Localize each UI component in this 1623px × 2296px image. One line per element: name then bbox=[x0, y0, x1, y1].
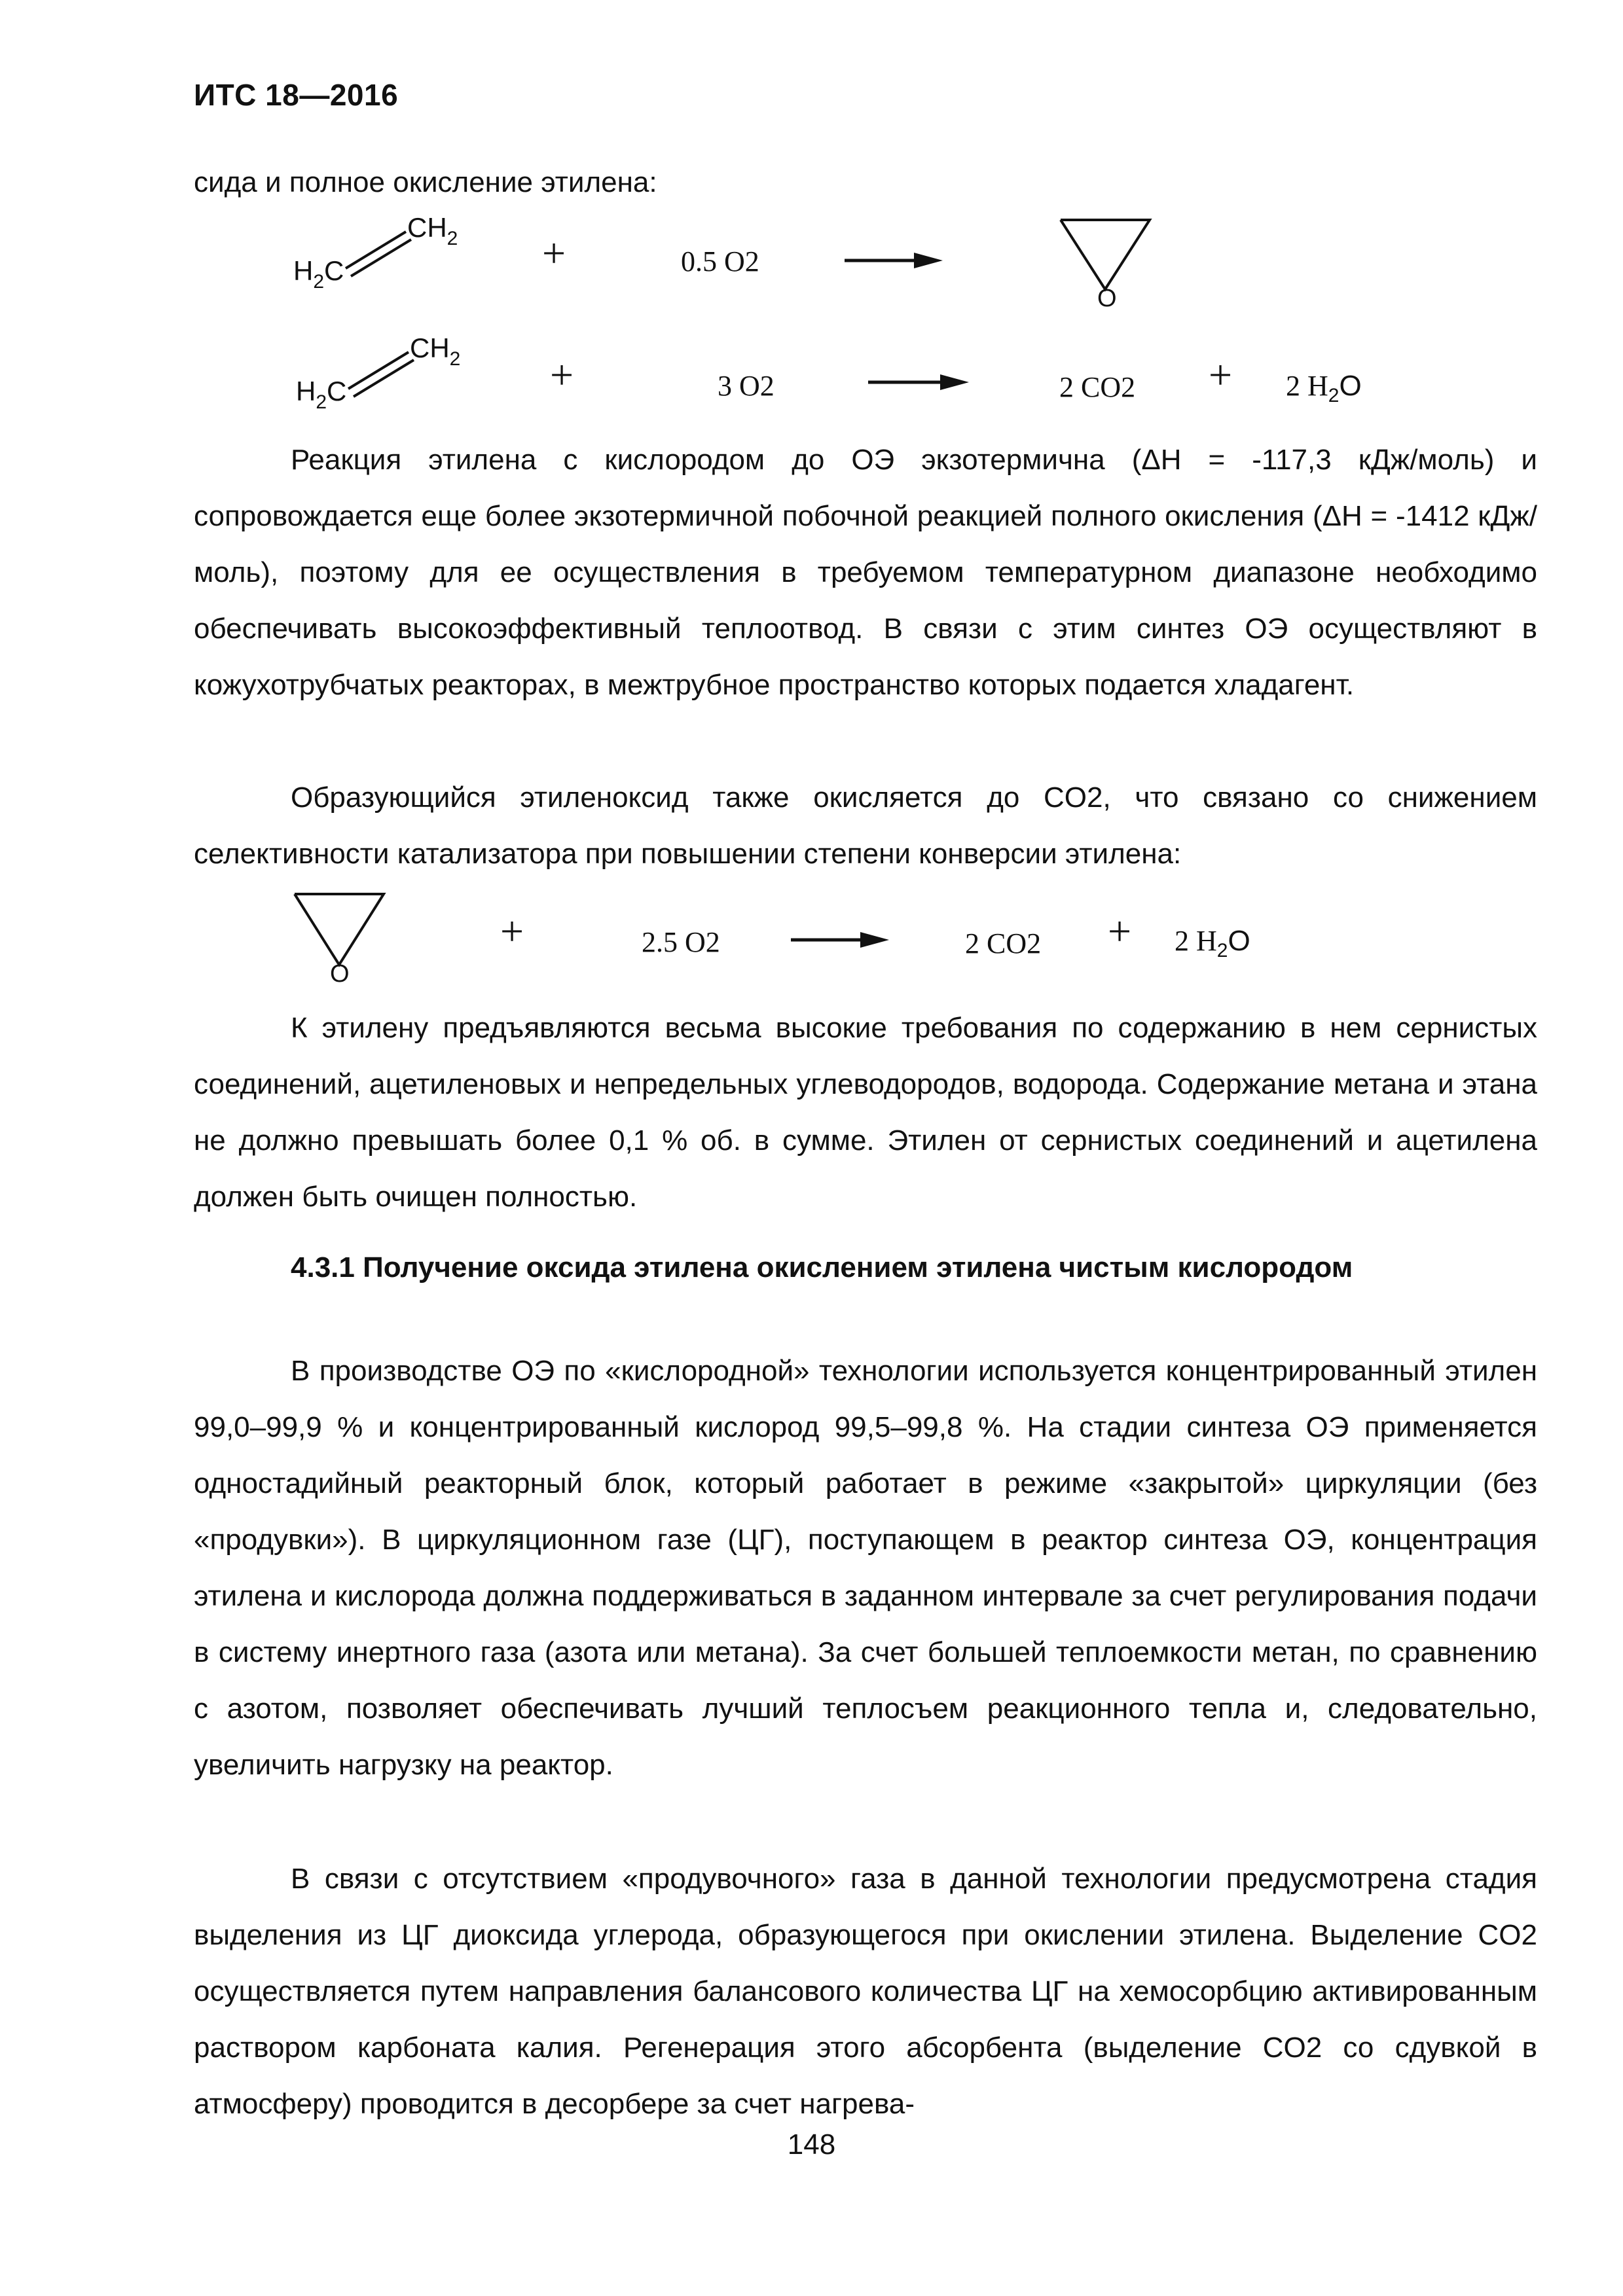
ethylene-structure bbox=[293, 212, 458, 293]
reaction-ethylene-to-epoxide bbox=[0, 208, 1623, 313]
ethylene-oxide-structure bbox=[1061, 220, 1150, 312]
paragraph-ethylene-requirements: К этилену предъявляются весьма высокие требования по содержанию в нем сернистых соединений, ацетиленовых и непредельных углеводородов, водорода. Содержание метана и этана не должно превышать более 0,1 % об. в сумме. Этилен от сернистых соединений и ацетилена должен быть очищен полностью. bbox=[194, 1012, 1537, 1213]
ethylene-h: H bbox=[293, 255, 314, 286]
paragraph-oxygen-technology: В производстве ОЭ по «кислородной» технологии используется концентрированный этилен 99,0–99,9 % и концентрированный кислород 99,5–99,8 %. На стадии синтеза ОЭ применяется одностадийный реакторный блок, который работает в режиме «закрытой» циркуляции (без «продувки»). В циркуляционном газе (ЦГ), поступающем в реактор синтеза ОЭ, концентрация этилена и кислорода должна поддерживаться в заданном интервале за счет регулирования подачи в систему инертного газа (азота или метана). За счет большей теплоемкости метан, по сравнению с азотом, позволяет обеспечивать лучший теплосъем реакционного тепла и, следовательно, увеличить нагрузку на реактор. bbox=[194, 1355, 1537, 1781]
svg-text:CH2: $CH_2$ bbox=[410, 332, 461, 370]
ethylene-h-sub: 2 bbox=[313, 271, 325, 293]
page-number: 148 bbox=[787, 2128, 836, 2161]
ethylene-oxide-structure bbox=[295, 894, 384, 988]
paragraph-oxide-oxidation: Образующийся этиленоксид также окисляется до CO2, что связано со снижением селективности катализатора при повышении степени конверсии этилена: bbox=[194, 781, 1537, 870]
plus-sign: + bbox=[550, 351, 574, 398]
product-water: 2 $H_2O$ bbox=[1175, 925, 1250, 961]
reactant-oxygen: 3 O2 bbox=[718, 370, 775, 402]
product-co2: 2 CO2 bbox=[965, 927, 1042, 960]
plus-sign: + bbox=[1209, 351, 1233, 398]
ethylene-structure bbox=[296, 332, 460, 413]
plus-sign: + bbox=[1108, 908, 1132, 954]
plus-sign: + bbox=[500, 908, 524, 954]
section-heading: 4.3.1 Получение оксида этилена окислением этилена чистым кислородом bbox=[291, 1251, 1353, 1283]
svg-text:CH2 bbox=[407, 212, 458, 249]
ethylene-c: C bbox=[324, 255, 344, 286]
svg-text:O: O bbox=[330, 960, 350, 988]
epoxide-oxygen: O bbox=[1097, 285, 1117, 312]
paragraph-co2-removal: В связи с отсутствием «продувочного» газа в данной технологии предусмотрена стадия выделения из ЦГ диоксида углерода, образующегося при окислении этилена. Выделение CO2 осуществляется путем направления балансового количества ЦГ на хемосорбцию активированным раствором карбоната калия. Регенерация этого абсорбента (выделение CO2 со сдувкой в атмосферу) проводится в десорбере за счет нагрева- bbox=[194, 1863, 1537, 2120]
ethylene-ch: CH bbox=[407, 212, 447, 243]
reaction-arrow bbox=[845, 253, 943, 268]
reaction-arrow bbox=[868, 374, 969, 390]
reactant-oxygen: 2.5 O2 bbox=[642, 926, 720, 958]
svg-text:H2C bbox=[293, 255, 344, 293]
reaction-epoxide-combustion bbox=[0, 885, 1623, 990]
reaction-ethylene-combustion bbox=[0, 327, 1623, 419]
plus-sign: + bbox=[542, 230, 566, 276]
product-water: 2 $H_2O$ bbox=[1286, 370, 1362, 406]
paragraph-reaction-heat: Реакция этилена с кислородом до ОЭ экзотермична (ΔH = -117,3 кДж/моль) и сопровождается еще более экзотермичной побочной реакцией полного окисления (ΔH = -1412 кДж/моль), поэтому для ее осуществления в требуемом температурном диапазоне необходимо обеспечивать высокоэффективный теплоотвод. В связи с этим синтез ОЭ осуществляют в кожухотрубчатых реакторах, в межтрубное пространство которых подается хладагент. bbox=[194, 444, 1537, 701]
product-co2: 2 CO2 bbox=[1059, 371, 1136, 403]
reaction-arrow bbox=[791, 932, 889, 948]
ethylene-ch-sub: 2 bbox=[447, 228, 458, 249]
document-header: ИТС 18—2016 bbox=[194, 78, 399, 112]
svg-text:H2C: $H_2C$ bbox=[296, 376, 347, 413]
reactant-oxygen: 0.5 O2 bbox=[681, 245, 759, 278]
intro-fragment: сида и полное окисление этилена: bbox=[194, 166, 657, 198]
